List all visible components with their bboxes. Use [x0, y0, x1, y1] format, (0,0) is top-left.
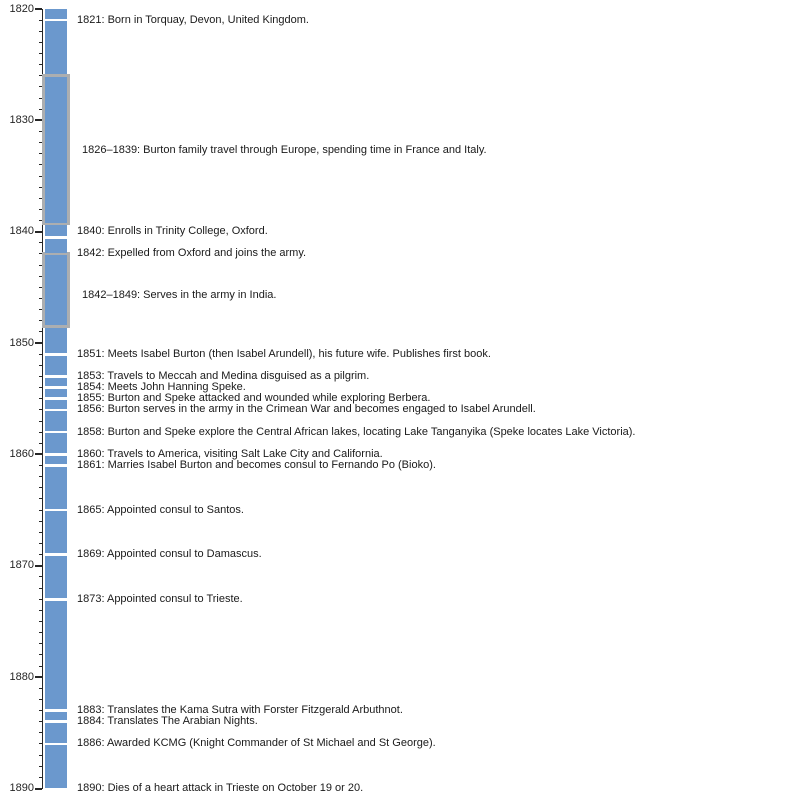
y-axis-tick-label: 1840	[9, 225, 34, 238]
y-axis-tick-label: 1870	[9, 559, 34, 572]
event-label: 1884: Translates The Arabian Nights.	[77, 715, 258, 728]
y-axis-tick-label: 1890	[9, 782, 34, 794]
event-label: 1869: Appointed consul to Damascus.	[77, 548, 262, 561]
event-label: 1842–1849: Serves in the army in India.	[82, 289, 277, 302]
event-label: 1865: Appointed consul to Santos.	[77, 503, 244, 516]
event-label: 1883: Translates the Kama Sutra with Forster Fitzgerald Arbuthnot.	[77, 704, 403, 717]
event-label: 1853: Travels to Meccah and Medina disguised as a pilgrim.	[77, 369, 370, 382]
event-label: 1842: Expelled from Oxford and joins the army.	[77, 247, 307, 260]
y-axis-tick-label: 1830	[9, 113, 34, 126]
y-axis-tick-label: 1850	[9, 336, 34, 349]
event-label: 1851: Meets Isabel Burton (then Isabel Arundell), his future wife. Publishes first book.	[77, 347, 491, 360]
event-label: 1858: Burton and Speke explore the Central African lakes, locating Lake Tanganyika (Speke locates Lake Victoria).	[77, 425, 636, 438]
y-axis-tick-label: 1860	[9, 447, 34, 460]
event-label: 1856: Burton serves in the army in the Crimean War and becomes engaged to Isabel Arundell.	[77, 403, 536, 416]
event-label: 1890: Dies of a heart attack in Trieste on October 19 or 20.	[77, 782, 364, 794]
event-label: 1860: Travels to America, visiting Salt Lake City and California.	[77, 447, 383, 460]
event-label: 1854: Meets John Hanning Speke.	[77, 381, 246, 394]
event-label: 1840: Enrolls in Trinity College, Oxford.	[77, 225, 268, 238]
event-label: 1821: Born in Torquay, Devon, United Kingdom.	[77, 13, 309, 26]
event-label: 1855: Burton and Speke attacked and wounded while exploring Berbera.	[77, 392, 431, 405]
y-axis-tick-label: 1880	[9, 670, 34, 683]
event-label: 1826–1839: Burton family travel through Europe, spending time in France and Italy.	[82, 144, 487, 157]
event-label: 1886: Awarded KCMG (Knight Commander of St Michael and St George).	[77, 737, 436, 750]
event-label: 1873: Appointed consul to Trieste.	[77, 592, 243, 605]
y-axis-tick-label: 1820	[9, 2, 34, 15]
event-label: 1861: Marries Isabel Burton and becomes consul to Fernando Po (Bioko).	[77, 459, 436, 472]
